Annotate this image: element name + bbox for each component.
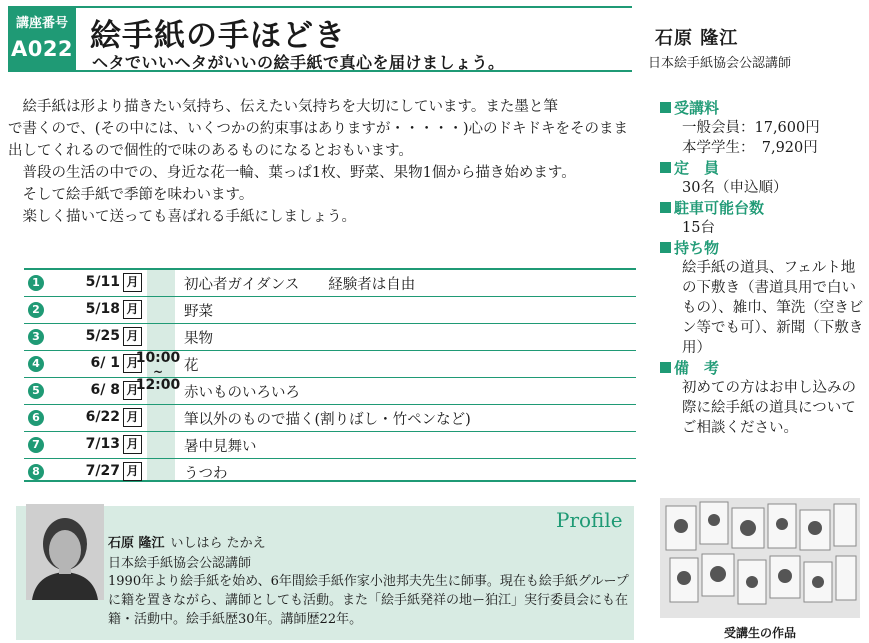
session-number: 7: [28, 437, 44, 453]
course-code: A022: [10, 37, 74, 61]
fee-student: 本学学生： 7,920円: [682, 140, 818, 156]
square-bullet-icon: [660, 162, 671, 173]
page-title: 絵手紙の手ほどき: [90, 18, 346, 54]
student-works-caption: 受講生の作品: [723, 626, 796, 640]
table-row: [24, 324, 636, 350]
session-topic: うつわ: [184, 466, 228, 482]
capacity-heading: 定 員: [660, 158, 868, 178]
profile-title: 日本絵手紙協会公認講師: [108, 556, 252, 571]
session-topic: 暑中見舞い: [184, 439, 257, 455]
intro-text: [8, 96, 638, 228]
session-number: 4: [28, 356, 44, 372]
session-weekday: 月: [123, 327, 142, 346]
session-number: 5: [28, 383, 44, 399]
session-weekday: 月: [123, 300, 142, 319]
instructor-profile: [16, 506, 634, 640]
intro-paragraph-3: そして絵手紙で季節を味わいます。: [22, 187, 254, 203]
session-topic: 花: [184, 358, 199, 374]
items-value: 絵手紙の道具、フェルト地の下敷き（書道具用で白いもの）、雑巾、筆洗（空きビン等でも可）、新聞（下敷き用）: [682, 260, 864, 356]
session-date: 6/ 8: [90, 382, 120, 398]
table-row: [24, 432, 636, 458]
session-date: 5/25: [85, 328, 120, 344]
course-code-badge: [8, 6, 76, 72]
session-date: 7/27: [85, 463, 120, 479]
instructor-title: 日本絵手紙協会公認講師: [648, 56, 792, 71]
student-works-photo: [660, 498, 860, 618]
square-bullet-icon: [660, 202, 671, 213]
session-number: 8: [28, 464, 44, 480]
profile-label: Profile: [556, 508, 623, 532]
session-topic: 筆以外のもので描く(割りばし・竹ペンなど): [184, 412, 471, 428]
square-bullet-icon: [660, 362, 671, 373]
items-heading: 持ち物: [660, 238, 868, 258]
parking-heading: 駐車可能台数: [660, 198, 868, 218]
time-end: 12:00: [135, 377, 181, 393]
session-weekday: 月: [123, 354, 142, 373]
session-number: 1: [28, 275, 44, 291]
intro-paragraph-4: 楽しく描いて送っても喜ばれる手紙にしましょう。: [22, 209, 356, 225]
profile-name: [108, 532, 266, 551]
parking-value: 15台: [682, 220, 715, 236]
session-date: 6/ 1: [90, 355, 120, 371]
table-row: [24, 297, 636, 323]
session-weekday: 月: [123, 381, 142, 400]
session-topic: 赤いものいろいろ: [184, 385, 300, 401]
intro-paragraph-1-line-1: 絵手紙は形より描きたい気持ち、伝えたい気持ちを大切にしています。また墨と筆: [22, 99, 558, 115]
title-frame: [76, 6, 632, 72]
session-number: 2: [28, 302, 44, 318]
fee-heading: 受講料: [660, 98, 868, 118]
notes-heading: 備 考: [660, 358, 868, 378]
capacity-value: 30名（申込順）: [682, 180, 788, 196]
table-row: [24, 378, 636, 404]
session-weekday: 月: [123, 435, 142, 454]
square-bullet-icon: [660, 102, 671, 113]
session-date: 5/11: [85, 274, 120, 290]
profile-bio: 1990年より絵手紙を始め、6年間絵手紙作家小池邦夫先生に師事。現在も絵手紙グループに籍を置きながら、講師としても活動。また「絵手紙発祥の地ー狛江」実行委員会にも在籍・活動中。絵手紙歴30年。講師歴22年。: [108, 574, 629, 627]
profile-name-reading: いしはら たかえ: [170, 536, 266, 551]
session-weekday: 月: [123, 408, 142, 427]
session-date: 6/22: [85, 409, 120, 425]
course-code-label: 講座番号: [15, 16, 68, 31]
session-weekday: 月: [123, 462, 142, 481]
time-start: 10:00: [135, 350, 181, 366]
profile-name-text: 石原 隆江: [108, 536, 165, 551]
session-date: 5/18: [85, 301, 120, 317]
course-info-sidebar: [660, 98, 868, 438]
session-number: 6: [28, 410, 44, 426]
intro-paragraph-1-rest: で書くので、(その中には、いくつかの約束事はありますが・・・・・)心のドキドキをそのまま出してくれるので個性的で味のあるものになるとおもいます。: [8, 121, 629, 159]
fee-general: 一般会員：17,600円: [682, 120, 820, 136]
table-row: [24, 351, 636, 377]
page-subtitle: ヘタでいいヘタがいいの絵手紙で真心を届けましょう。: [92, 53, 505, 72]
time-separator: ~: [152, 365, 164, 379]
table-row: [24, 270, 636, 296]
session-topic: 初心者ガイダンス 経験者は自由: [184, 277, 416, 293]
table-row: [24, 459, 636, 485]
square-bullet-icon: [660, 242, 671, 253]
session-number: 3: [28, 329, 44, 345]
instructor-photo: [26, 504, 104, 600]
notes-value: 初めての方はお申し込みの際に絵手紙の道具についてご相談ください。: [682, 380, 856, 436]
schedule-table: [24, 268, 636, 482]
session-time: [132, 350, 184, 394]
instructor-name: 石原 隆江: [655, 28, 739, 49]
session-date: 7/13: [85, 436, 120, 452]
intro-paragraph-2: 普段の生活の中での、身近な花一輪、葉っぱ1枚、野菜、果物1個から描き始めます。: [22, 165, 576, 181]
table-row: [24, 405, 636, 431]
session-topic: 野菜: [184, 304, 213, 320]
session-topic: 果物: [184, 331, 213, 347]
session-weekday: 月: [123, 273, 142, 292]
